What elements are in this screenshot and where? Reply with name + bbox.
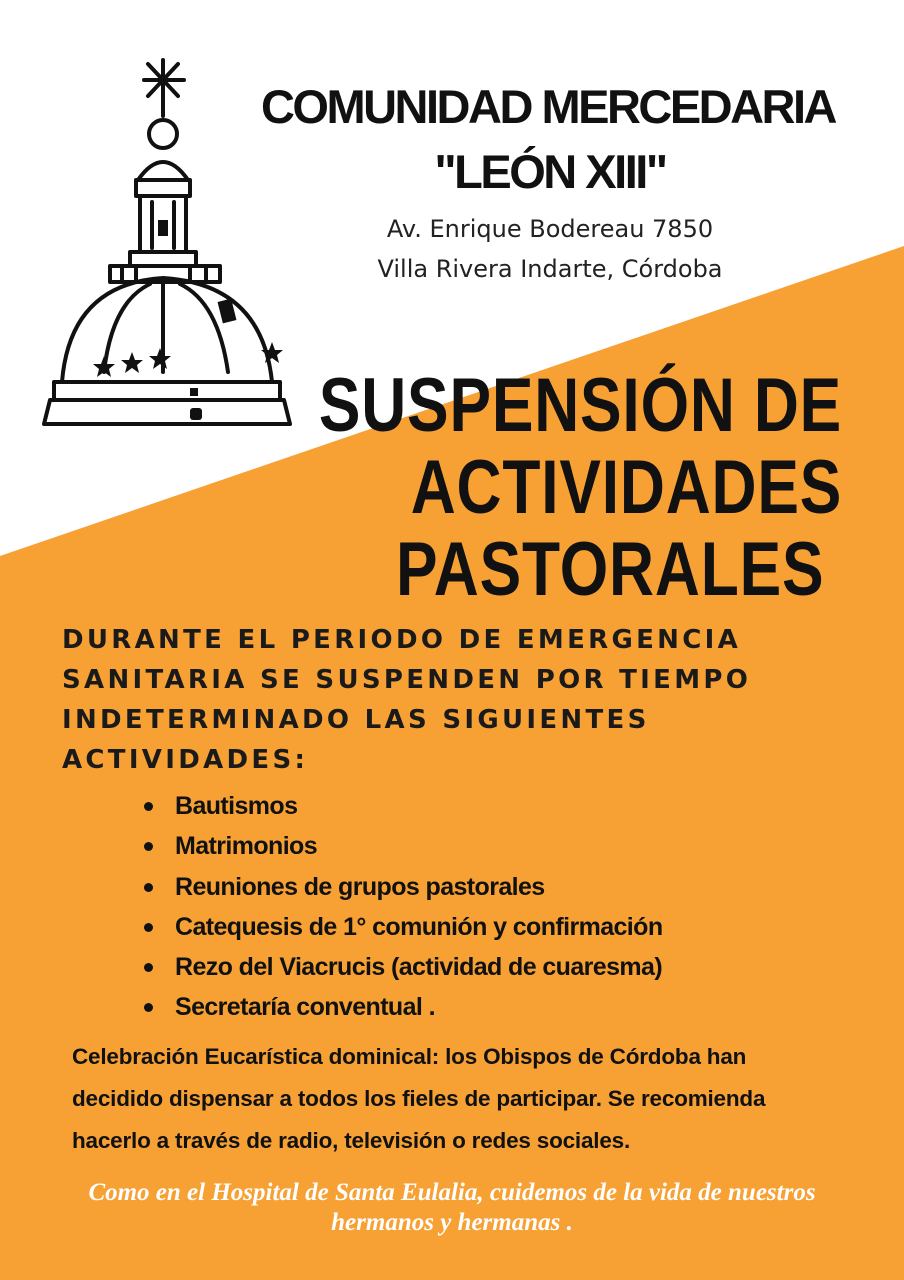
note-line: Celebración Eucarística dominical: los Obispos de Córdoba han: [72, 1044, 747, 1069]
bullet-icon: [144, 1003, 153, 1012]
note-line: decidido dispensar a todos los fieles de participar. Se recomienda: [72, 1086, 766, 1111]
intro-line: SANITARIA SE SUSPENDEN POR TIEMPO: [62, 665, 752, 695]
bullet-icon: [144, 842, 153, 851]
list-item-label: Catequesis de 1° comunión y confirmación: [175, 912, 663, 941]
list-item-label: Reuniones de grupos pastorales: [175, 872, 545, 901]
list-item: [140, 947, 663, 987]
closing-line: hermanos y hermanas .: [331, 1209, 573, 1236]
note-line: hacerlo a través de radio, televisión o redes sociales.: [72, 1128, 631, 1153]
intro-line: DURANTE EL PERIODO DE EMERGENCIA: [62, 625, 742, 655]
list-item: [140, 987, 663, 1027]
headline-line1: SUSPENSIÓN DE: [318, 363, 842, 448]
closing-message: [30, 1178, 874, 1238]
bullet-icon: [144, 802, 153, 811]
intro-line: INDETERMINADO LAS SIGUIENTES: [62, 705, 650, 735]
list-item-label: Rezo del Viacrucis (actividad de cuaresma): [175, 953, 663, 982]
list-item-label: Matrimonios: [175, 832, 318, 861]
org-title-line2: "LEÓN XIII": [434, 145, 666, 198]
bullet-icon: [144, 923, 153, 932]
list-item: [140, 786, 663, 826]
list-item: [140, 826, 663, 866]
eucharist-note: [72, 1036, 872, 1162]
address-street: Av. Enrique Bodereau 7850: [386, 215, 714, 243]
headline-line3: PASTORALES: [395, 527, 824, 612]
bullet-icon: [144, 963, 153, 972]
list-item: [140, 867, 663, 907]
intro-paragraph: [62, 620, 862, 780]
activities-list: [140, 786, 663, 1028]
address-city: Villa Rivera Indarte, Córdoba: [377, 255, 723, 283]
bullet-icon: [144, 883, 153, 892]
list-item-label: Bautismos: [175, 792, 298, 820]
headline-line2: ACTIVIDADES: [410, 445, 842, 530]
closing-line: Como en el Hospital de Santa Eulalia, cuidemos de la vida de nuestros: [88, 1179, 816, 1206]
list-item-label: Secretaría conventual .: [175, 993, 435, 1022]
intro-line: ACTIVIDADES:: [62, 745, 309, 775]
org-title-line1: COMUNIDAD MERCEDARIA: [260, 80, 836, 133]
list-item: [140, 907, 663, 947]
